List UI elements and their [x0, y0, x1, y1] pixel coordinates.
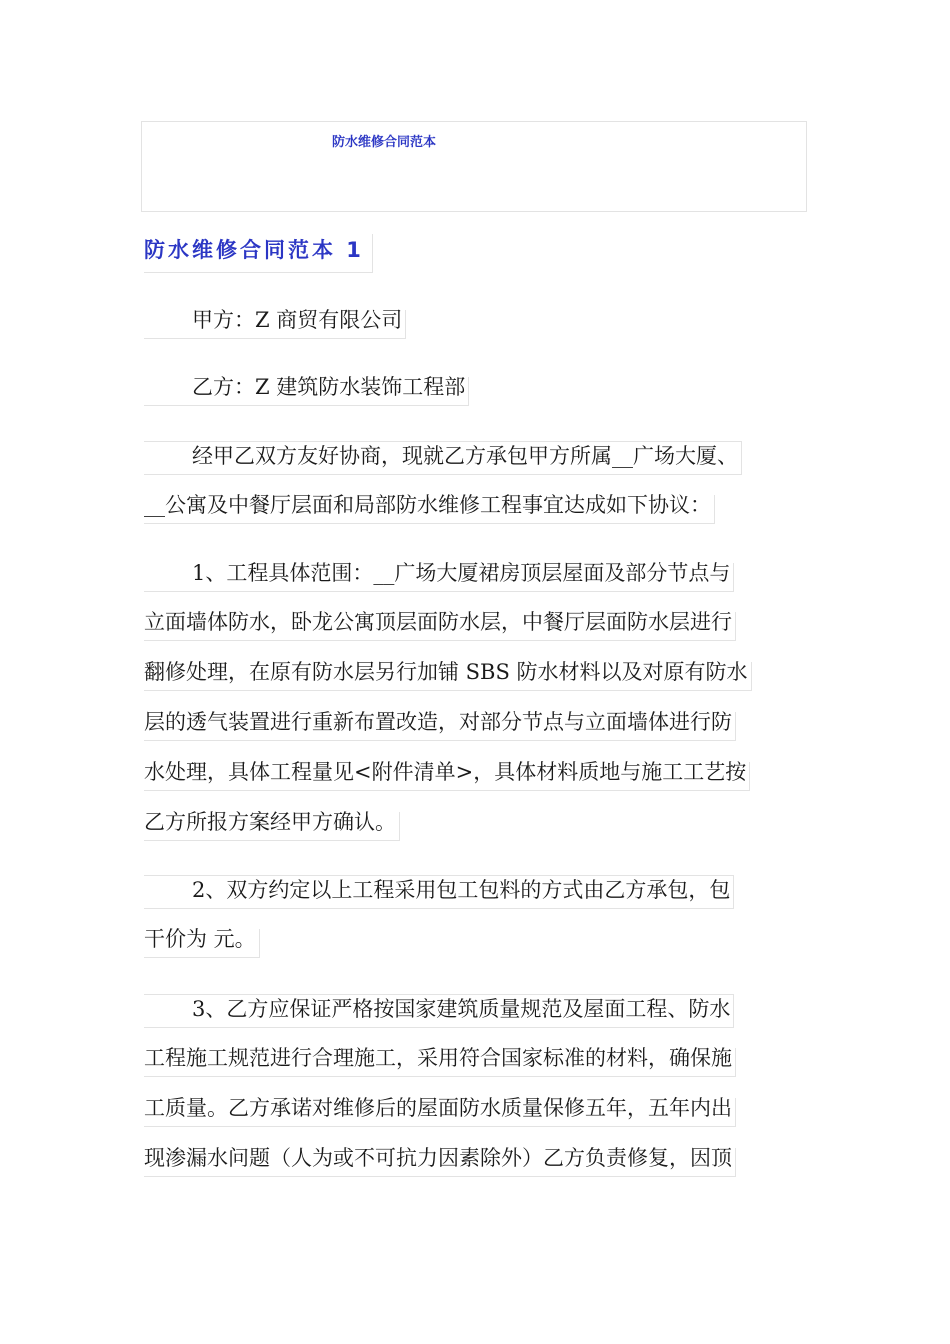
clause3-line-3: 工质量。乙方承诺对维修后的屋面防水质量保修五年，五年内出 [144, 1098, 736, 1127]
clause2-line-2: 干价为 元。 [144, 929, 260, 958]
clause2-line-1: 2、双方约定以上工程采用包工包料的方式由乙方承包，包 [144, 875, 734, 909]
clause1-line-3: 翻修处理，在原有防水层另行加铺 SBS 防水材料以及对原有防水 [144, 662, 752, 691]
clause1-line-5: 水处理，具体工程量见<附件清单>，具体材料质地与施工工艺按 [144, 762, 750, 791]
intro-line-2: __公寓及中餐厅层面和局部防水维修工程事宜达成如下协议： [144, 495, 715, 524]
clause1-line-1: 1、工程具体范围：__广场大厦裙房顶层屋面及部分节点与 [144, 563, 734, 592]
clause3-line-2: 工程施工规范进行合理施工，采用符合国家标准的材料，确保施 [144, 1048, 736, 1077]
clause1-line-2: 立面墙体防水，卧龙公寓顶层面防水层，中餐厅层面防水层进行 [144, 612, 736, 641]
party-a: 甲方：Z 商贸有限公司 [144, 310, 406, 339]
party-b: 乙方：Z 建筑防水装饰工程部 [144, 377, 469, 406]
clause1-line-4: 层的透气装置进行重新布置改造，对部分节点与立面墙体进行防 [144, 712, 736, 741]
page-header [141, 121, 807, 212]
clause3-line-1: 3、乙方应保证严格按国家建筑质量规范及屋面工程、防水 [144, 994, 734, 1028]
header-title: 防水维修合同范本 [332, 135, 437, 150]
intro-line-1: 经甲乙双方友好协商，现就乙方承包甲方所属__广场大厦、 [144, 441, 742, 475]
document-heading: 防水维修合同范本 1 [144, 234, 373, 273]
clause3-line-4: 现渗漏水问题（人为或不可抗力因素除外）乙方负责修复，因顶 [144, 1148, 736, 1177]
clause1-line-6: 乙方所报方案经甲方确认。 [144, 812, 400, 841]
